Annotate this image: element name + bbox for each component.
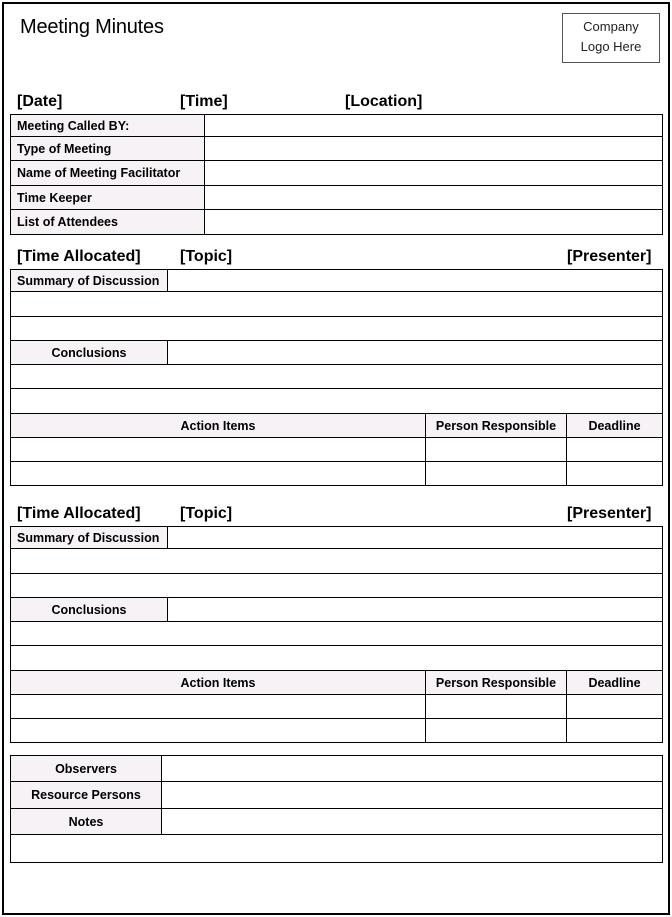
presenter-placeholder: [Presenter] xyxy=(567,248,652,265)
conclusions-line[interactable] xyxy=(11,365,663,389)
topic-placeholder: [Topic] xyxy=(180,505,233,522)
conclusions-label: Conclusions xyxy=(11,598,168,622)
person-cell[interactable] xyxy=(426,462,567,486)
person-cell[interactable] xyxy=(426,719,567,743)
summary-label: Summary of Discussion xyxy=(11,270,168,292)
info-value-field[interactable] xyxy=(205,186,663,210)
time-allocated-placeholder: [Time Allocated] xyxy=(17,505,141,522)
action-items-header: Action Items xyxy=(11,414,426,438)
time-allocated-placeholder: [Time Allocated] xyxy=(17,248,141,265)
action-items-table xyxy=(10,413,663,486)
action-item-cell[interactable] xyxy=(11,719,426,743)
meeting-info-table xyxy=(10,114,663,235)
company-logo-placeholder xyxy=(562,13,660,63)
info-row xyxy=(11,186,663,210)
action-item-cell[interactable] xyxy=(11,695,426,719)
notes-line[interactable] xyxy=(11,835,663,863)
deadline-cell[interactable] xyxy=(567,462,663,486)
summary-line[interactable] xyxy=(11,317,663,341)
table-row xyxy=(11,719,663,743)
conclusions-line[interactable] xyxy=(11,389,663,414)
info-label: Type of Meeting xyxy=(11,137,205,161)
summary-line[interactable] xyxy=(11,574,663,598)
info-value-field[interactable] xyxy=(205,210,663,235)
conclusions-field[interactable] xyxy=(168,341,663,365)
logo-line-1: Company xyxy=(583,19,639,34)
page-title: Meeting Minutes xyxy=(20,16,164,38)
presenter-placeholder: [Presenter] xyxy=(567,505,652,522)
info-label: Name of Meeting Facilitator xyxy=(11,161,205,186)
discussion-table xyxy=(10,526,663,671)
resource-persons-field[interactable] xyxy=(162,782,663,809)
summary-line[interactable] xyxy=(11,292,663,317)
info-label: List of Attendees xyxy=(11,210,205,235)
resource-persons-label: Resource Persons xyxy=(11,782,162,809)
summary-field[interactable] xyxy=(168,270,663,292)
deadline-header: Deadline xyxy=(567,414,663,438)
action-item-cell[interactable] xyxy=(11,462,426,486)
action-items-header: Action Items xyxy=(11,671,426,695)
date-placeholder: [Date] xyxy=(17,93,63,110)
summary-line[interactable] xyxy=(11,549,663,574)
info-value-field[interactable] xyxy=(205,137,663,161)
info-label: Meeting Called BY: xyxy=(11,115,205,137)
action-item-cell[interactable] xyxy=(11,438,426,462)
time-placeholder: [Time] xyxy=(180,93,228,110)
info-row xyxy=(11,161,663,186)
observers-label: Observers xyxy=(11,756,162,782)
info-value-field[interactable] xyxy=(205,161,663,186)
person-cell[interactable] xyxy=(426,695,567,719)
conclusions-field[interactable] xyxy=(168,598,663,622)
action-items-table xyxy=(10,670,663,743)
footer-table xyxy=(10,755,663,863)
observers-field[interactable] xyxy=(162,756,663,782)
deadline-header: Deadline xyxy=(567,671,663,695)
notes-label: Notes xyxy=(11,809,162,835)
notes-field[interactable] xyxy=(162,809,663,835)
topic-placeholder: [Topic] xyxy=(180,248,233,265)
deadline-cell[interactable] xyxy=(567,719,663,743)
info-label: Time Keeper xyxy=(11,186,205,210)
location-placeholder: [Location] xyxy=(345,93,423,110)
person-responsible-header: Person Responsible xyxy=(426,414,567,438)
info-row xyxy=(11,115,663,137)
discussion-table xyxy=(10,269,663,414)
table-row xyxy=(11,438,663,462)
person-cell[interactable] xyxy=(426,438,567,462)
info-value-field[interactable] xyxy=(205,115,663,137)
conclusions-line[interactable] xyxy=(11,622,663,646)
deadline-cell[interactable] xyxy=(567,438,663,462)
conclusions-line[interactable] xyxy=(11,646,663,671)
table-row xyxy=(11,695,663,719)
summary-field[interactable] xyxy=(168,527,663,549)
deadline-cell[interactable] xyxy=(567,695,663,719)
info-row xyxy=(11,210,663,235)
summary-label: Summary of Discussion xyxy=(11,527,168,549)
info-row xyxy=(11,137,663,161)
person-responsible-header: Person Responsible xyxy=(426,671,567,695)
logo-line-2: Logo Here xyxy=(580,39,642,54)
conclusions-label: Conclusions xyxy=(11,341,168,365)
table-row xyxy=(11,462,663,486)
